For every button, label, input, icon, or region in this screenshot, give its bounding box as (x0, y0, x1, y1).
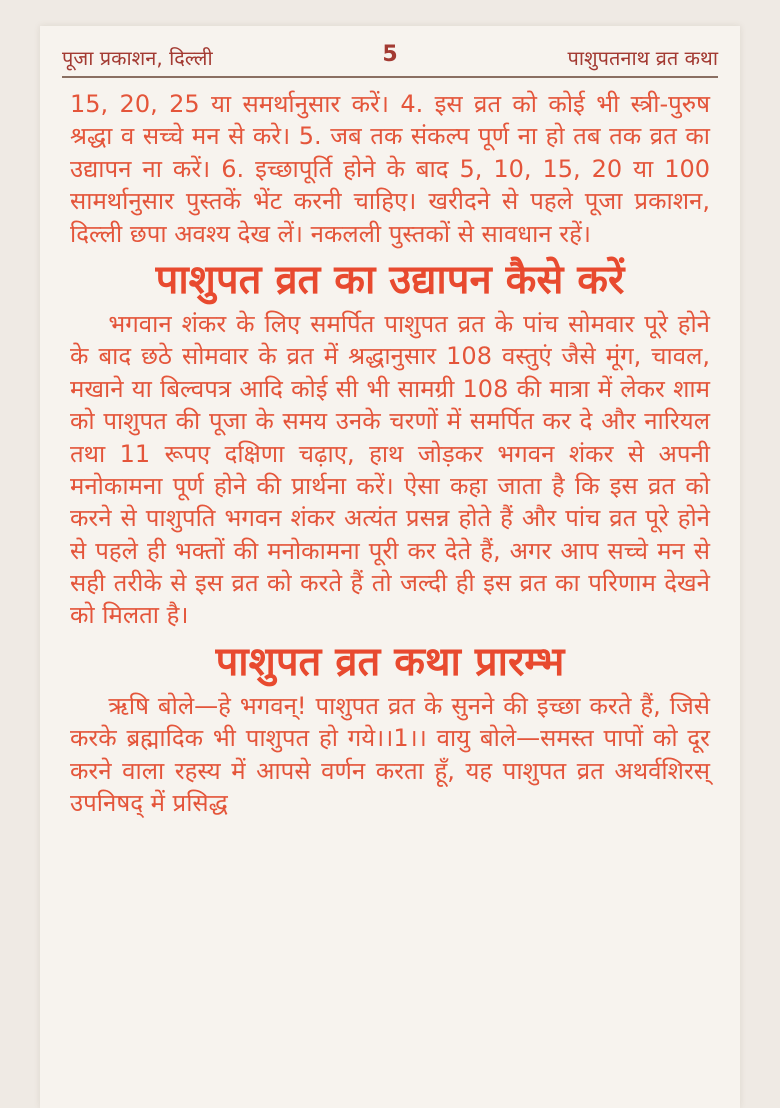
book-page (40, 26, 740, 1108)
intro-paragraph: 15, 20, 25 या समर्थानुसार करें। 4. इस व्रत को कोई भी स्त्री-पुरुष श्रद्धा व सच्चे मन से करे। 5. जब तक संकल्प पूर्ण ना हो तब तक व्रत का उद्यापन ना करें। 6. इच्छापूर्ति होने के बाद 5, 10, 15, 20 या 100 सामर्थानुसार पुस्तकें भेंट करनी चाहिए। खरीदने से पहले पूजा प्रकाशन, दिल्ली छपा अवश्य देख लें। नकलली पुस्तकों से सावधान रहें। (70, 90, 710, 248)
udyapan-paragraph: भगवान शंकर के लिए समर्पित पाशुपत व्रत के पांच सोमवार पूरे होने के बाद छठे सोमवार के व्रत में श्रद्धानुसार 108 वस्तुएं जैसे मूंग, चावल, मखाने या बिल्वपत्र आदि कोई सी भी सामग्री 108 की मात्रा में लेकर शाम को पाशुपत की पूजा के समय उनके चरणों में समर्पित कर दे और नारियल तथा 11 रूपए दक्षिणा चढ़ाए, हाथ जोड़कर भगवन शंकर से अपनी मनोकामना पूर्ण होने की प्रार्थना करें। ऐसा कहा जाता है कि इस व्रत को करने से पाशुपति भगवन शंकर अत्यंत प्रसन्न होते हैं और पांच व्रत पूरे होने से पहले ही भक्तों की मनोकामना पूरी कर देते हैं, अगर आप सच्चे मन से सही तरीके से इस व्रत को करते हैं तो जल्दी ही इस व्रत का परिणाम देखने को मिलता है। (70, 309, 710, 630)
katha-paragraph: ऋषि बोले—हे भगवन्! पाशुपत व्रत के सुनने की इच्छा करते हैं, जिसे करके ब्रह्मादिक भी पाशुपत हो गये।।1।। वायु बोले—समस्त पापों को दूर करने वाला रहस्य में आपसे वर्णन करता हूँ, यह पाशुपत व्रत अथर्वशिरस् उपनिषद् में प्रसिद्ध (70, 691, 710, 818)
publisher-name: पूजा प्रकाशन, दिल्ली (62, 46, 213, 70)
book-title: पाशुपतनाथ व्रत कथा (567, 46, 718, 70)
page-content (70, 88, 710, 819)
udyapan-heading: पाशुपत व्रत का उद्यापन कैसे करें (155, 256, 625, 303)
page-number: 5 (382, 42, 398, 67)
katha-heading: पाशुपत व्रत कथा प्रारम्भ (215, 638, 565, 685)
page-header (62, 42, 718, 78)
